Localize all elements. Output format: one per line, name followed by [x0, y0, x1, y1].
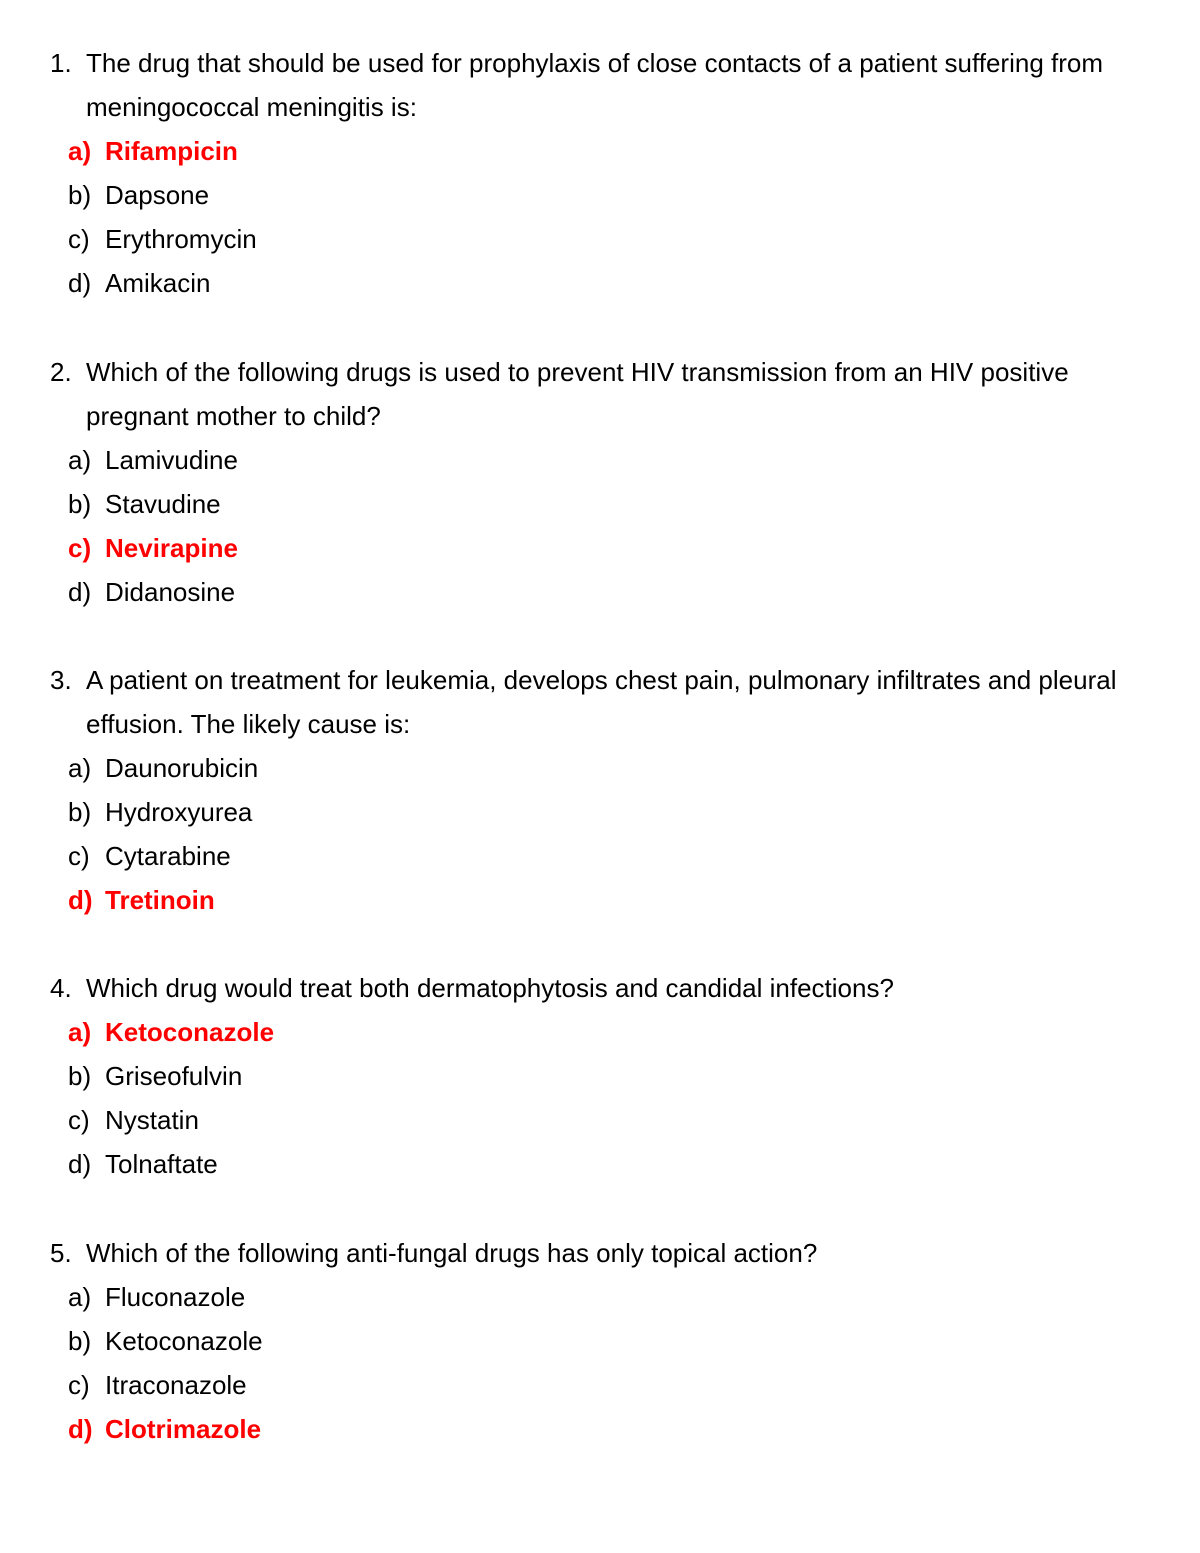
option-list: [0, 1010, 1200, 1186]
option-a: [0, 129, 1200, 173]
question-stem: [0, 41, 1200, 129]
question-text: Which drug would treat both dermatophytosis and candidal infections?: [86, 973, 894, 1003]
option-letter: c): [68, 841, 90, 871]
option-letter: c): [68, 224, 90, 254]
option-b: [0, 173, 1200, 217]
option-text: Didanosine: [105, 577, 236, 607]
question-text: A patient on treatment for leukemia, develops chest pain, pulmonary infiltrates and pleural effusion. The likely cause is:: [86, 665, 1117, 739]
option-b: [0, 1054, 1200, 1098]
option-text: Nystatin: [105, 1105, 199, 1135]
option-text: Nevirapine: [105, 533, 238, 563]
option-a: [0, 1010, 1200, 1054]
option-letter: c): [68, 533, 92, 563]
option-a: [0, 438, 1200, 482]
option-d: [0, 1142, 1200, 1186]
option-letter: d): [68, 1149, 92, 1179]
option-list: [0, 438, 1200, 614]
option-list: [0, 1275, 1200, 1451]
question-stem: [0, 1231, 1200, 1275]
option-text: Tolnaftate: [105, 1149, 218, 1179]
option-letter: b): [68, 1326, 92, 1356]
option-text: Fluconazole: [105, 1282, 246, 1312]
option-letter: b): [68, 1061, 92, 1091]
question-2: [0, 350, 1200, 614]
question-3: [0, 658, 1200, 922]
option-letter: d): [68, 885, 93, 915]
question-stem: [0, 966, 1200, 1010]
option-d: [0, 878, 1200, 922]
option-b: [0, 1319, 1200, 1363]
option-a: [0, 746, 1200, 790]
option-letter: d): [68, 1414, 93, 1444]
option-c: [0, 1363, 1200, 1407]
question-number: 3.: [50, 665, 72, 695]
question-number: 1.: [50, 48, 72, 78]
option-text: Stavudine: [105, 489, 221, 519]
question-number: 2.: [50, 357, 72, 387]
option-text: Amikacin: [105, 268, 211, 298]
option-text: Dapsone: [105, 180, 210, 210]
option-b: [0, 790, 1200, 834]
option-text: Tretinoin: [105, 885, 215, 915]
option-a: [0, 1275, 1200, 1319]
option-letter: c): [68, 1370, 90, 1400]
option-text: Clotrimazole: [105, 1414, 262, 1444]
option-list: [0, 746, 1200, 922]
option-text: Ketoconazole: [105, 1326, 263, 1356]
option-c: [0, 217, 1200, 261]
question-text: The drug that should be used for prophylaxis of close contacts of a patient suffering from meningococcal meningitis is:: [86, 48, 1103, 122]
option-letter: b): [68, 489, 92, 519]
option-letter: a): [68, 445, 92, 475]
question-stem: [0, 350, 1200, 438]
option-letter: b): [68, 180, 92, 210]
option-c: [0, 834, 1200, 878]
question-4: [0, 966, 1200, 1186]
option-text: Cytarabine: [105, 841, 231, 871]
option-text: Rifampicin: [105, 136, 238, 166]
question-number: 5.: [50, 1238, 72, 1268]
option-letter: d): [68, 268, 92, 298]
option-letter: c): [68, 1105, 90, 1135]
question-stem: [0, 658, 1200, 746]
option-text: Griseofulvin: [105, 1061, 243, 1091]
option-letter: a): [68, 136, 92, 166]
question-text: Which of the following drugs is used to prevent HIV transmission from an HIV positive pregnant mother to child?: [86, 357, 1069, 431]
option-d: [0, 261, 1200, 305]
option-c: [0, 526, 1200, 570]
option-c: [0, 1098, 1200, 1142]
option-text: Hydroxyurea: [105, 797, 253, 827]
option-text: Ketoconazole: [105, 1017, 275, 1047]
option-letter: b): [68, 797, 92, 827]
question-number: 4.: [50, 973, 72, 1003]
option-text: Lamivudine: [105, 445, 238, 475]
option-letter: a): [68, 753, 92, 783]
option-text: Itraconazole: [105, 1370, 247, 1400]
question-5: [0, 1231, 1200, 1451]
question-text: Which of the following anti-fungal drugs has only topical action?: [86, 1238, 818, 1268]
option-d: [0, 1407, 1200, 1451]
option-text: Erythromycin: [105, 224, 257, 254]
option-d: [0, 570, 1200, 614]
option-letter: a): [68, 1017, 92, 1047]
option-letter: a): [68, 1282, 92, 1312]
option-letter: d): [68, 577, 92, 607]
question-1: [0, 41, 1200, 305]
option-text: Daunorubicin: [105, 753, 259, 783]
option-list: [0, 129, 1200, 305]
option-b: [0, 482, 1200, 526]
